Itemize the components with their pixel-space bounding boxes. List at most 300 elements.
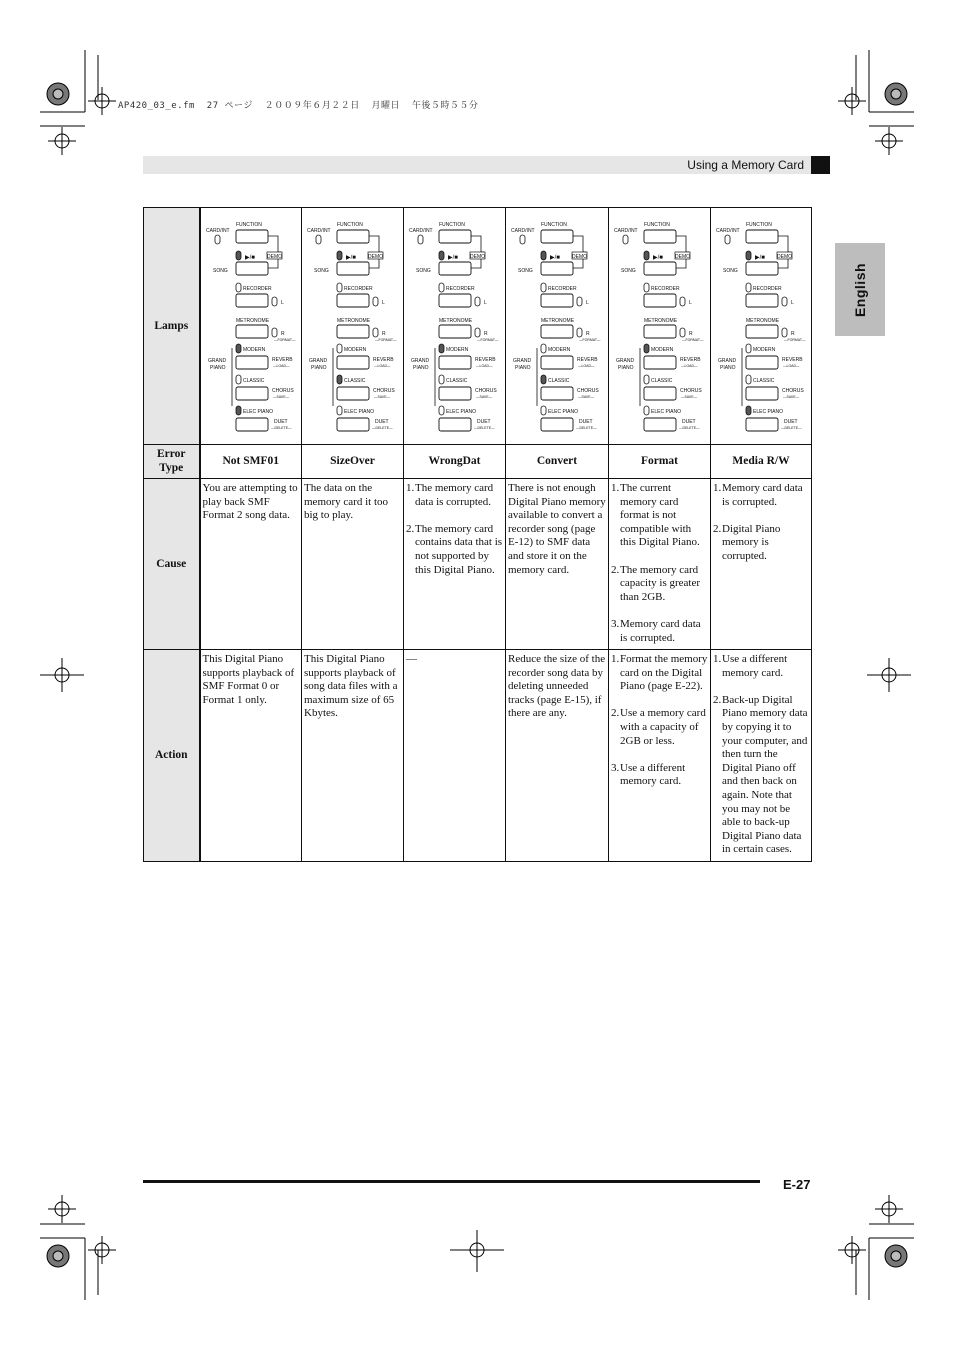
function-button [337,230,369,243]
load-label: —LOAD— [374,364,391,368]
classic-lamp [541,375,546,384]
cause-item [406,523,503,577]
function-label: FUNCTION [746,222,772,228]
format-label: —FORMAT— [682,338,704,342]
duet-label: DUET [784,419,798,425]
cause-text: The current memory card format is not compatible with this Digital Piano. [620,482,700,549]
cause-label: Cause [144,479,200,650]
function-label: FUNCTION [337,222,363,228]
format-label: —FORMAT— [375,338,397,342]
modern-label: MODERN [651,347,674,353]
chorus-label: CHORUS [475,388,497,394]
cause-text: Memory card data is corrupted. [620,617,701,644]
elec-piano-lamp [644,406,649,415]
r-label: R [689,331,693,337]
recorder-label: RECORDER [651,286,680,292]
classic-lamp [439,375,444,384]
function-label: FUNCTION [439,222,465,228]
grand-label: GRAND [616,358,635,364]
recorder-lamp [337,283,342,292]
demo-label: DEMO [675,254,690,260]
page-number: E-27 [783,1177,811,1192]
lamps-cell [711,208,812,445]
chorus-label: CHORUS [271,388,294,394]
action-text: — [406,653,417,665]
save-label: —SAVE— [374,395,391,399]
error-name: Format [609,445,711,479]
metronome-button [644,325,676,338]
card-int-label: CARD/INT [205,228,230,234]
action-text: Format the memory card on the Digital Piano (page E-22). [620,653,708,693]
chorus-label: CHORUS [577,388,599,394]
delete-label: —DELETE— [270,426,292,430]
delete-label: —DELETE— [474,426,495,430]
error-name: Not SMF01 [200,445,302,479]
demo-label: DEMO [470,254,485,260]
card-int-label: CARD/INT [511,228,535,234]
format-label: —FORMAT— [784,338,806,342]
grand-piano-button [644,356,676,369]
action-item [611,707,708,748]
lamp-panel-diagram [506,208,606,444]
grand-piano-button [337,356,369,369]
load-label: —LOAD— [476,364,493,368]
function-button [236,230,268,243]
function-button [541,230,573,243]
action-text: Use a memory card with a capacity of 2GB or less. [620,707,706,747]
format-label: —FORMAT— [273,338,296,342]
lamps-cell [609,208,711,445]
action-cell [506,650,609,862]
r-label: R [484,331,488,337]
action-item [611,762,708,789]
modern-label: MODERN [753,347,776,353]
metronome-label: METRONOME [746,318,780,324]
load-label: —LOAD— [681,364,698,368]
lamp-panel-diagram [711,208,811,444]
cause-cell [404,479,506,650]
cause-cell [609,479,711,650]
metronome-button [337,325,369,338]
play-stop-lamp [541,251,546,260]
l-lamp [782,297,787,306]
chorus-label: CHORUS [782,388,804,394]
lamp-panel-diagram [609,208,709,444]
l-lamp [577,297,582,306]
cause-text: You are attempting to play back SMF Format 2 song data. [202,482,298,522]
cause-cell [302,479,404,650]
elec-piano-label: ELEC PIANO [242,409,273,415]
function-label: FUNCTION [644,222,670,228]
load-label: —LOAD— [272,364,290,368]
item-number: 2. [611,563,620,576]
song-button [439,262,471,275]
item-number: 1. [611,653,620,665]
function-label: FUNCTION [235,222,262,228]
cause-item [713,482,809,509]
action-cell [711,650,812,862]
card-int-lamp [623,235,628,244]
recorder-button [439,294,471,307]
cause-cell [506,479,609,650]
elec-piano-lamp [541,406,546,415]
metronome-button [541,325,573,338]
lamps-cell [404,208,506,445]
modern-label: MODERN [446,347,469,353]
grand-label: GRAND [513,358,532,364]
card-int-label: CARD/INT [307,228,331,234]
reverb-label: REVERB [373,357,394,363]
recorder-label: RECORDER [446,286,475,292]
lamp-panel-diagram [404,208,504,444]
lamps-cell [302,208,404,445]
error-table [143,207,812,862]
r-lamp [373,328,378,337]
card-int-lamp [520,235,525,244]
action-cell [200,650,302,862]
duet-button [337,418,369,431]
elec-piano-label: ELEC PIANO [344,409,375,415]
reverb-label: REVERB [271,357,293,363]
error-name: Convert [506,445,609,479]
item-number: 3. [611,617,620,630]
classic-label: CLASSIC [242,378,264,384]
cause-text: Memory card data is corrupted. [722,482,803,508]
duet-button [746,418,778,431]
recorder-button [337,294,369,307]
reverb-label: REVERB [475,357,496,363]
action-item [611,653,708,694]
demo-label: DEMO [266,254,282,260]
r-lamp [680,328,685,337]
action-label: Action [144,650,200,862]
elec-piano-label: ELEC PIANO [651,409,682,415]
song-label: SONG [416,268,431,274]
piano-label: PIANO [311,365,327,371]
function-label: FUNCTION [541,222,567,228]
classic-lamp [236,375,241,384]
piano-label: PIANO [515,365,531,371]
elec-piano-lamp [337,406,342,415]
language-tab-label: English [852,262,868,317]
song-button [541,262,573,275]
cause-text: The memory card data is corrupted. [415,482,494,508]
error-name: SizeOver [302,445,404,479]
metronome-button [236,325,268,338]
item-number: 1. [713,653,722,665]
l-label: L [484,300,487,306]
recorder-button [541,294,573,307]
grand-piano-button [439,356,471,369]
cause-row [144,479,812,650]
play-stop-label: ▶/■ [755,255,765,261]
action-row [144,650,812,862]
load-label: —LOAD— [783,364,800,368]
grand-piano-button [541,356,573,369]
grand-piano-button [746,356,778,369]
r-lamp [272,328,277,337]
modern-lamp [337,344,342,353]
l-lamp [475,297,480,306]
save-label: —SAVE— [578,395,595,399]
play-stop-lamp [439,251,444,260]
duet-label: DUET [579,419,593,425]
l-label: L [280,300,284,306]
action-cell [404,650,506,862]
recorder-label: RECORDER [548,286,577,292]
l-label: L [586,300,589,306]
chorus-button [746,387,778,400]
elec-piano-lamp [439,406,444,415]
song-label: SONG [314,268,329,274]
song-button [644,262,676,275]
lamps-cell [200,208,302,445]
recorder-label: RECORDER [344,286,373,292]
cause-item [406,482,503,509]
modern-lamp [439,344,444,353]
item-number: 2. [713,693,722,706]
action-item [713,694,809,857]
recorder-button [746,294,778,307]
grand-label: GRAND [411,358,430,364]
grand-piano-button [236,356,268,369]
header-block [811,156,830,174]
r-lamp [475,328,480,337]
elec-piano-label: ELEC PIANO [548,409,579,415]
save-label: —SAVE— [783,395,800,399]
chorus-button [541,387,573,400]
modern-lamp [746,344,751,353]
elec-piano-label: ELEC PIANO [753,409,784,415]
chorus-button [644,387,676,400]
cause-text: There is not enough Digital Piano memory available to convert a recorder song (page E-12) to SMF data and store it on the memory card. [508,482,606,576]
metronome-label: METRONOME [644,318,678,324]
l-label: L [689,300,692,306]
r-label: R [280,331,285,337]
play-stop-label: ▶/■ [653,255,663,261]
classic-lamp [746,375,751,384]
card-int-lamp [316,235,321,244]
item-number: 1. [611,482,620,494]
recorder-lamp [541,283,546,292]
l-label: L [382,300,385,306]
recorder-button [644,294,676,307]
play-stop-label: ▶/■ [346,255,356,261]
r-label: R [382,331,386,337]
song-label: SONG [723,268,738,274]
cause-text: Digital Piano memory is corrupted. [722,522,781,562]
cause-list [611,482,708,645]
cause-text: The data on the memory card it too big to play. [304,482,389,522]
cause-cell [711,479,812,650]
demo-label: DEMO [368,254,383,260]
duet-button [236,418,268,431]
cause-item [611,482,708,550]
metronome-label: METRONOME [337,318,371,324]
file-stamp: AP420_03_e.fm 27 ページ ２００９年６月２２日 月曜日 午後５時５５分 [118,101,479,111]
action-text: Back-up Digital Piano memory data by copying it to your computer, and then turn the Digital Piano off and then back on again. Note that you may not be able to back-up Digital Piano data in certain cases. [722,693,808,856]
page-header-title: Using a Memory Card [687,158,804,172]
chorus-label: CHORUS [373,388,395,394]
item-number: 1. [713,482,722,494]
demo-label: DEMO [572,254,587,260]
card-int-label: CARD/INT [614,228,638,234]
action-text: This Digital Piano supports playback of SMF Format 0 or Format 1 only. [202,653,295,706]
error-name: WrongDat [404,445,506,479]
action-cell [302,650,404,862]
card-int-lamp [418,235,423,244]
play-stop-lamp [236,251,241,260]
modern-label: MODERN [548,347,571,353]
metronome-label: METRONOME [541,318,575,324]
grand-label: GRAND [207,358,226,364]
save-label: —SAVE— [272,395,289,399]
modern-label: MODERN [242,347,265,353]
song-button [236,262,268,275]
metronome-label: METRONOME [439,318,473,324]
song-label: SONG [621,268,636,274]
elec-piano-label: ELEC PIANO [446,409,477,415]
play-stop-lamp [337,251,342,260]
chorus-button [337,387,369,400]
cause-list [713,482,809,564]
card-int-lamp [725,235,730,244]
duet-label: DUET [273,419,288,425]
song-button [337,262,369,275]
l-lamp [272,297,277,306]
lamps-label: Lamps [144,208,200,445]
reverb-label: REVERB [577,357,598,363]
function-button [746,230,778,243]
item-number: 2. [611,707,620,720]
action-text: This Digital Piano supports playback of song data files with a maximum size of 65 Kbytes. [304,653,398,720]
play-stop-lamp [746,251,751,260]
reverb-label: REVERB [680,357,701,363]
modern-lamp [644,344,649,353]
language-tab [835,243,885,336]
piano-label: PIANO [720,365,736,371]
play-stop-label: ▶/■ [550,255,560,261]
delete-label: —DELETE— [372,426,393,430]
r-label: R [586,331,590,337]
action-cell [609,650,711,862]
chorus-button [439,387,471,400]
item-number: 1. [406,482,415,494]
save-label: —SAVE— [476,395,493,399]
action-text: Use a different memory card. [722,653,788,679]
recorder-label: RECORDER [242,286,272,292]
elec-piano-lamp [746,406,751,415]
duet-button [541,418,573,431]
cause-item [611,618,708,645]
reverb-label: REVERB [782,357,803,363]
card-int-label: CARD/INT [409,228,433,234]
cause-list [406,482,503,577]
error-type-row [144,445,812,479]
classic-lamp [337,375,342,384]
save-label: —SAVE— [681,395,698,399]
delete-label: —DELETE— [576,426,597,430]
format-label: —FORMAT— [477,338,499,342]
recorder-label: RECORDER [753,286,782,292]
l-lamp [373,297,378,306]
modern-lamp [236,344,241,353]
cause-item [713,523,809,564]
r-lamp [782,328,787,337]
card-int-lamp [215,235,220,244]
metronome-label: METRONOME [235,318,269,324]
error-name: Media R/W [711,445,812,479]
play-stop-lamp [644,251,649,260]
lamps-cell [506,208,609,445]
classic-lamp [644,375,649,384]
l-label: L [791,300,794,306]
classic-label: CLASSIC [753,378,775,384]
r-lamp [577,328,582,337]
cause-text: The memory card capacity is greater than 2GB. [620,563,701,603]
grand-label: GRAND [718,358,737,364]
action-text: Use a different memory card. [620,761,686,788]
recorder-lamp [236,283,241,292]
item-number: 2. [713,522,722,535]
recorder-lamp [439,283,444,292]
format-label: —FORMAT— [579,338,601,342]
error-type-label: Error Type [144,445,200,479]
l-lamp [680,297,685,306]
item-number: 2. [406,522,415,535]
play-stop-label: ▶/■ [244,255,255,261]
piano-label: PIANO [413,365,429,371]
classic-label: CLASSIC [651,378,673,384]
classic-label: CLASSIC [446,378,468,384]
piano-label: PIANO [618,365,634,371]
classic-label: CLASSIC [344,378,366,384]
duet-label: DUET [477,419,491,425]
duet-label: DUET [682,419,696,425]
cause-text: The memory card contains data that is not supported by this Digital Piano. [415,522,503,576]
lamp-panel-diagram [302,208,402,444]
load-label: —LOAD— [578,364,595,368]
recorder-button [236,294,268,307]
action-list [611,653,708,789]
metronome-button [746,325,778,338]
function-button [439,230,471,243]
play-stop-label: ▶/■ [448,255,458,261]
modern-lamp [541,344,546,353]
cause-item [611,564,708,605]
delete-label: —DELETE— [781,426,802,430]
demo-label: DEMO [777,254,792,260]
metronome-button [439,325,471,338]
action-item [713,653,809,680]
chorus-label: CHORUS [680,388,702,394]
action-list [713,653,809,857]
song-button [746,262,778,275]
duet-button [644,418,676,431]
elec-piano-lamp [236,406,241,415]
grand-label: GRAND [309,358,328,364]
lamp-panel-diagram [201,208,301,444]
delete-label: —DELETE— [679,426,700,430]
modern-label: MODERN [344,347,367,353]
classic-label: CLASSIC [548,378,570,384]
lamps-row [144,208,812,445]
song-label: SONG [518,268,533,274]
piano-label: PIANO [209,365,226,371]
footer-rule [143,1180,760,1183]
function-button [644,230,676,243]
recorder-lamp [644,283,649,292]
